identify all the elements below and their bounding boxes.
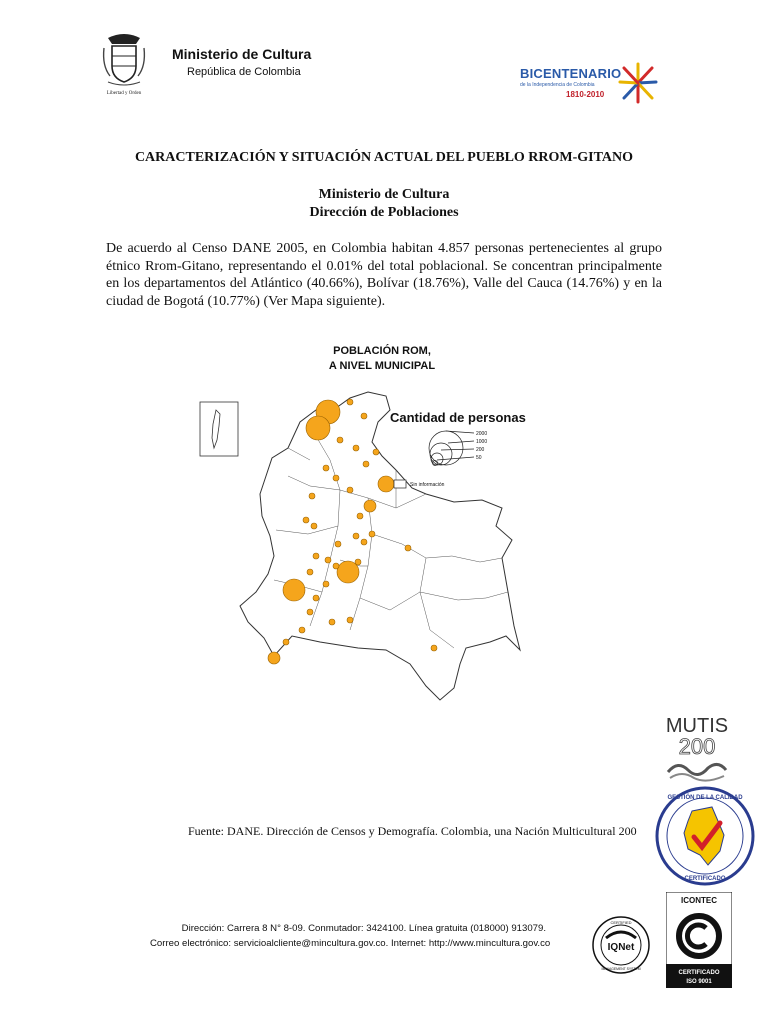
ministry-country: República de Colombia [187, 66, 301, 78]
dot-small [347, 487, 353, 493]
legend-no-info-label: Sin información [410, 482, 445, 488]
legend-no-info-swatch [394, 480, 406, 488]
iqnet-top: CERTIFIED [610, 920, 632, 925]
iqnet-bottom: MANAGEMENT SYSTEM [601, 967, 641, 971]
bicentenario-logo [520, 60, 660, 110]
dot-small [307, 569, 313, 575]
dot-cucuta [378, 476, 394, 492]
document-organization: Ministerio de Cultura [318, 187, 450, 202]
mutis-200-logo [664, 710, 730, 782]
colombia-rom-population-map [190, 330, 560, 730]
mutis-text: MUTIS [665, 715, 729, 737]
dot-small [323, 581, 329, 587]
dot-cartagena [306, 416, 330, 440]
legend-value-200: 200 [476, 447, 485, 453]
dot-small [309, 493, 315, 499]
dot-small [329, 619, 335, 625]
dot-pasto [268, 652, 280, 664]
iqnet-certified-logo [592, 916, 650, 974]
footer-address [150, 921, 551, 951]
legend-value-1000: 1000 [476, 439, 488, 445]
ministry-name: Ministerio de Cultura [172, 46, 312, 62]
bicentenario-years: 1810-2010 [566, 90, 605, 99]
document-paragraph: De acuerdo al Censo DANE 2005, en Colombia habitan 4.857 personas pertenecientes al grupo étnico Rrom-Gitano, representando el 0.01% del total poblacional. Se concentran principalmente en los departamentos del Atlántico (40.66%), Bolívar (18.76%), Valle del Cauca (14.76%) y en la ciudad de Bogotá (10.77%) (Ver Mapa siguiente). [106, 241, 662, 309]
dot-small [405, 545, 411, 551]
dot-small [355, 559, 361, 565]
dot-small [353, 533, 359, 539]
footer-address-line2: Correo electrónico: servicioalcliente@mincultura.gov.co. Internet: http://www.mincultura.gov.co [150, 938, 551, 949]
dot-small [361, 413, 367, 419]
dot-small [337, 437, 343, 443]
legend-value-2000: 2000 [476, 431, 488, 437]
dot-small [353, 445, 359, 451]
dot-small [333, 475, 339, 481]
dot-bucaramanga [364, 500, 376, 512]
dot-small [373, 449, 379, 455]
dot-small [335, 541, 341, 547]
legend-circles [429, 431, 474, 466]
colombia-crest-logo [100, 32, 148, 98]
dot-small [313, 553, 319, 559]
dot-small [357, 513, 363, 519]
dot-small [361, 539, 367, 545]
bicentenario-title: BICENTENARIO [520, 66, 622, 81]
map-title-line1: POBLACIÓN ROM, [333, 345, 431, 357]
bicentenario-subtitle: de la Independencia de Colombia [520, 82, 595, 88]
document-title: CARACTERIZACIÓN Y SITUACIÓN ACTUAL DEL PUEBLO RROM-GITANO [134, 150, 634, 165]
icontec-cert: CERTIFICADO [678, 970, 720, 976]
gestion-calidad-seal-logo [654, 785, 756, 887]
iqnet-text: IQNet [607, 942, 635, 953]
sello-text: GESTIÓN DE LA CALIDAD [667, 795, 743, 801]
map-source: Fuente: DANE. Dirección de Censos y Demografía. Colombia, una Nación Multicultural 200 [188, 824, 637, 838]
icontec-text: ICONTEC [681, 896, 717, 905]
mutis-year: 200 [678, 734, 716, 759]
dot-cali [283, 579, 305, 601]
document-department: Dirección de Poblaciones [309, 205, 459, 220]
dot-small [325, 557, 331, 563]
bicentenario-burst-icon [616, 60, 660, 106]
icontec-iso-9001-logo [666, 892, 732, 988]
dot-small [307, 609, 313, 615]
dot-small [431, 645, 437, 651]
dot-small [283, 639, 289, 645]
san-andres-inset [200, 402, 238, 456]
footer-address-line1: Dirección: Carrera 8 N° 8-09. Conmutador: 3424100. Línea gratuita (018000) 913079. [181, 923, 546, 934]
dot-small [347, 617, 353, 623]
crest-motto: Libertad y Orden [106, 91, 142, 96]
dot-small [299, 627, 305, 633]
dot-small [369, 531, 375, 537]
map-title-line2: A NIVEL MUNICIPAL [328, 360, 436, 372]
dot-small [303, 517, 309, 523]
sello-bottom: CERTIFICADO [684, 876, 726, 882]
dot-small [313, 595, 319, 601]
dot-small [347, 399, 353, 405]
dot-small [323, 465, 329, 471]
dot-small [311, 523, 317, 529]
dot-small [333, 563, 339, 569]
legend-title: Cantidad de personas [390, 410, 526, 425]
icontec-iso: ISO 9001 [686, 979, 712, 985]
legend-value-50: 50 [476, 455, 482, 461]
dot-small [363, 461, 369, 467]
